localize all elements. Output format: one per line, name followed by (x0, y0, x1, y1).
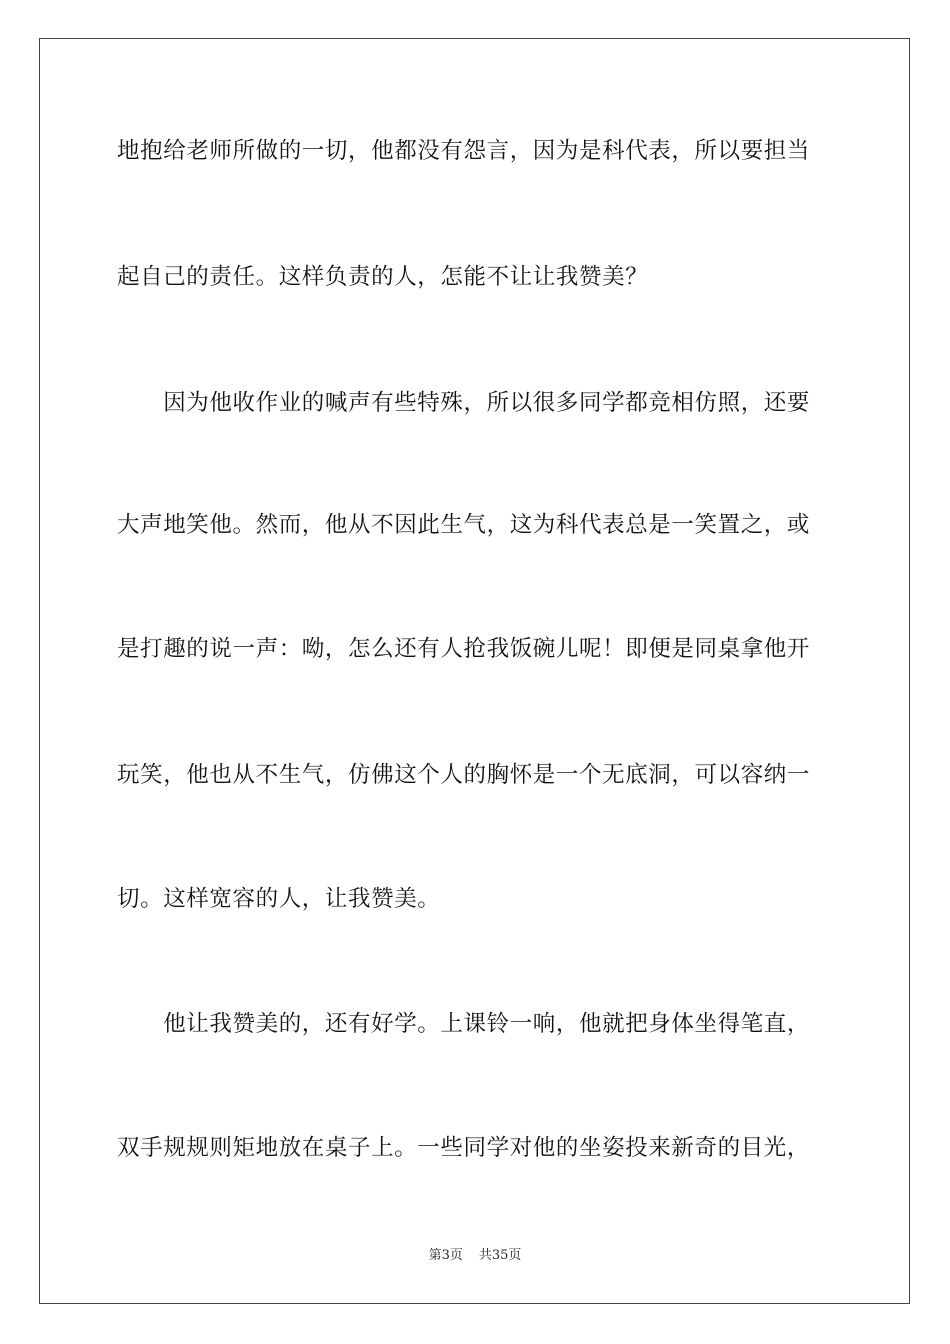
text-line: 双手规规则矩地放在桌子上。一些同学对他的坐姿投来新奇的目光， (117, 1135, 811, 1161)
text-line: 大声地笑他。然而，他从不因此生气，这为科代表总是一笑置之，或 (117, 512, 811, 538)
text-line: 他让我赞美的，还有好学。上课铃一响，他就把身体坐得笔直， (117, 1011, 811, 1037)
text-line: 起自己的责任。这样负责的人，怎能不让让我赞美？ (117, 264, 649, 290)
text-line: 玩笑，他也从不生气，仿佛这个人的胸怀是一个无底洞，可以容纳一 (117, 762, 811, 788)
total-pages: 共35页 (478, 1248, 522, 1263)
page-number: 第3页 (428, 1248, 463, 1263)
page-border (39, 38, 910, 1304)
page-footer (0, 1247, 950, 1265)
text-line: 是打趣的说一声：呦，怎么还有人抢我饭碗儿呢！即便是同桌拿他开 (117, 636, 811, 662)
text-line: 因为他收作业的喊声有些特殊，所以很多同学都竞相仿照，还要 (117, 390, 811, 416)
text-line: 切。这样宽容的人，让我赞美。 (117, 886, 441, 912)
text-line: 地抱给老师所做的一切，他都没有怨言，因为是科代表，所以要担当 (117, 138, 811, 164)
